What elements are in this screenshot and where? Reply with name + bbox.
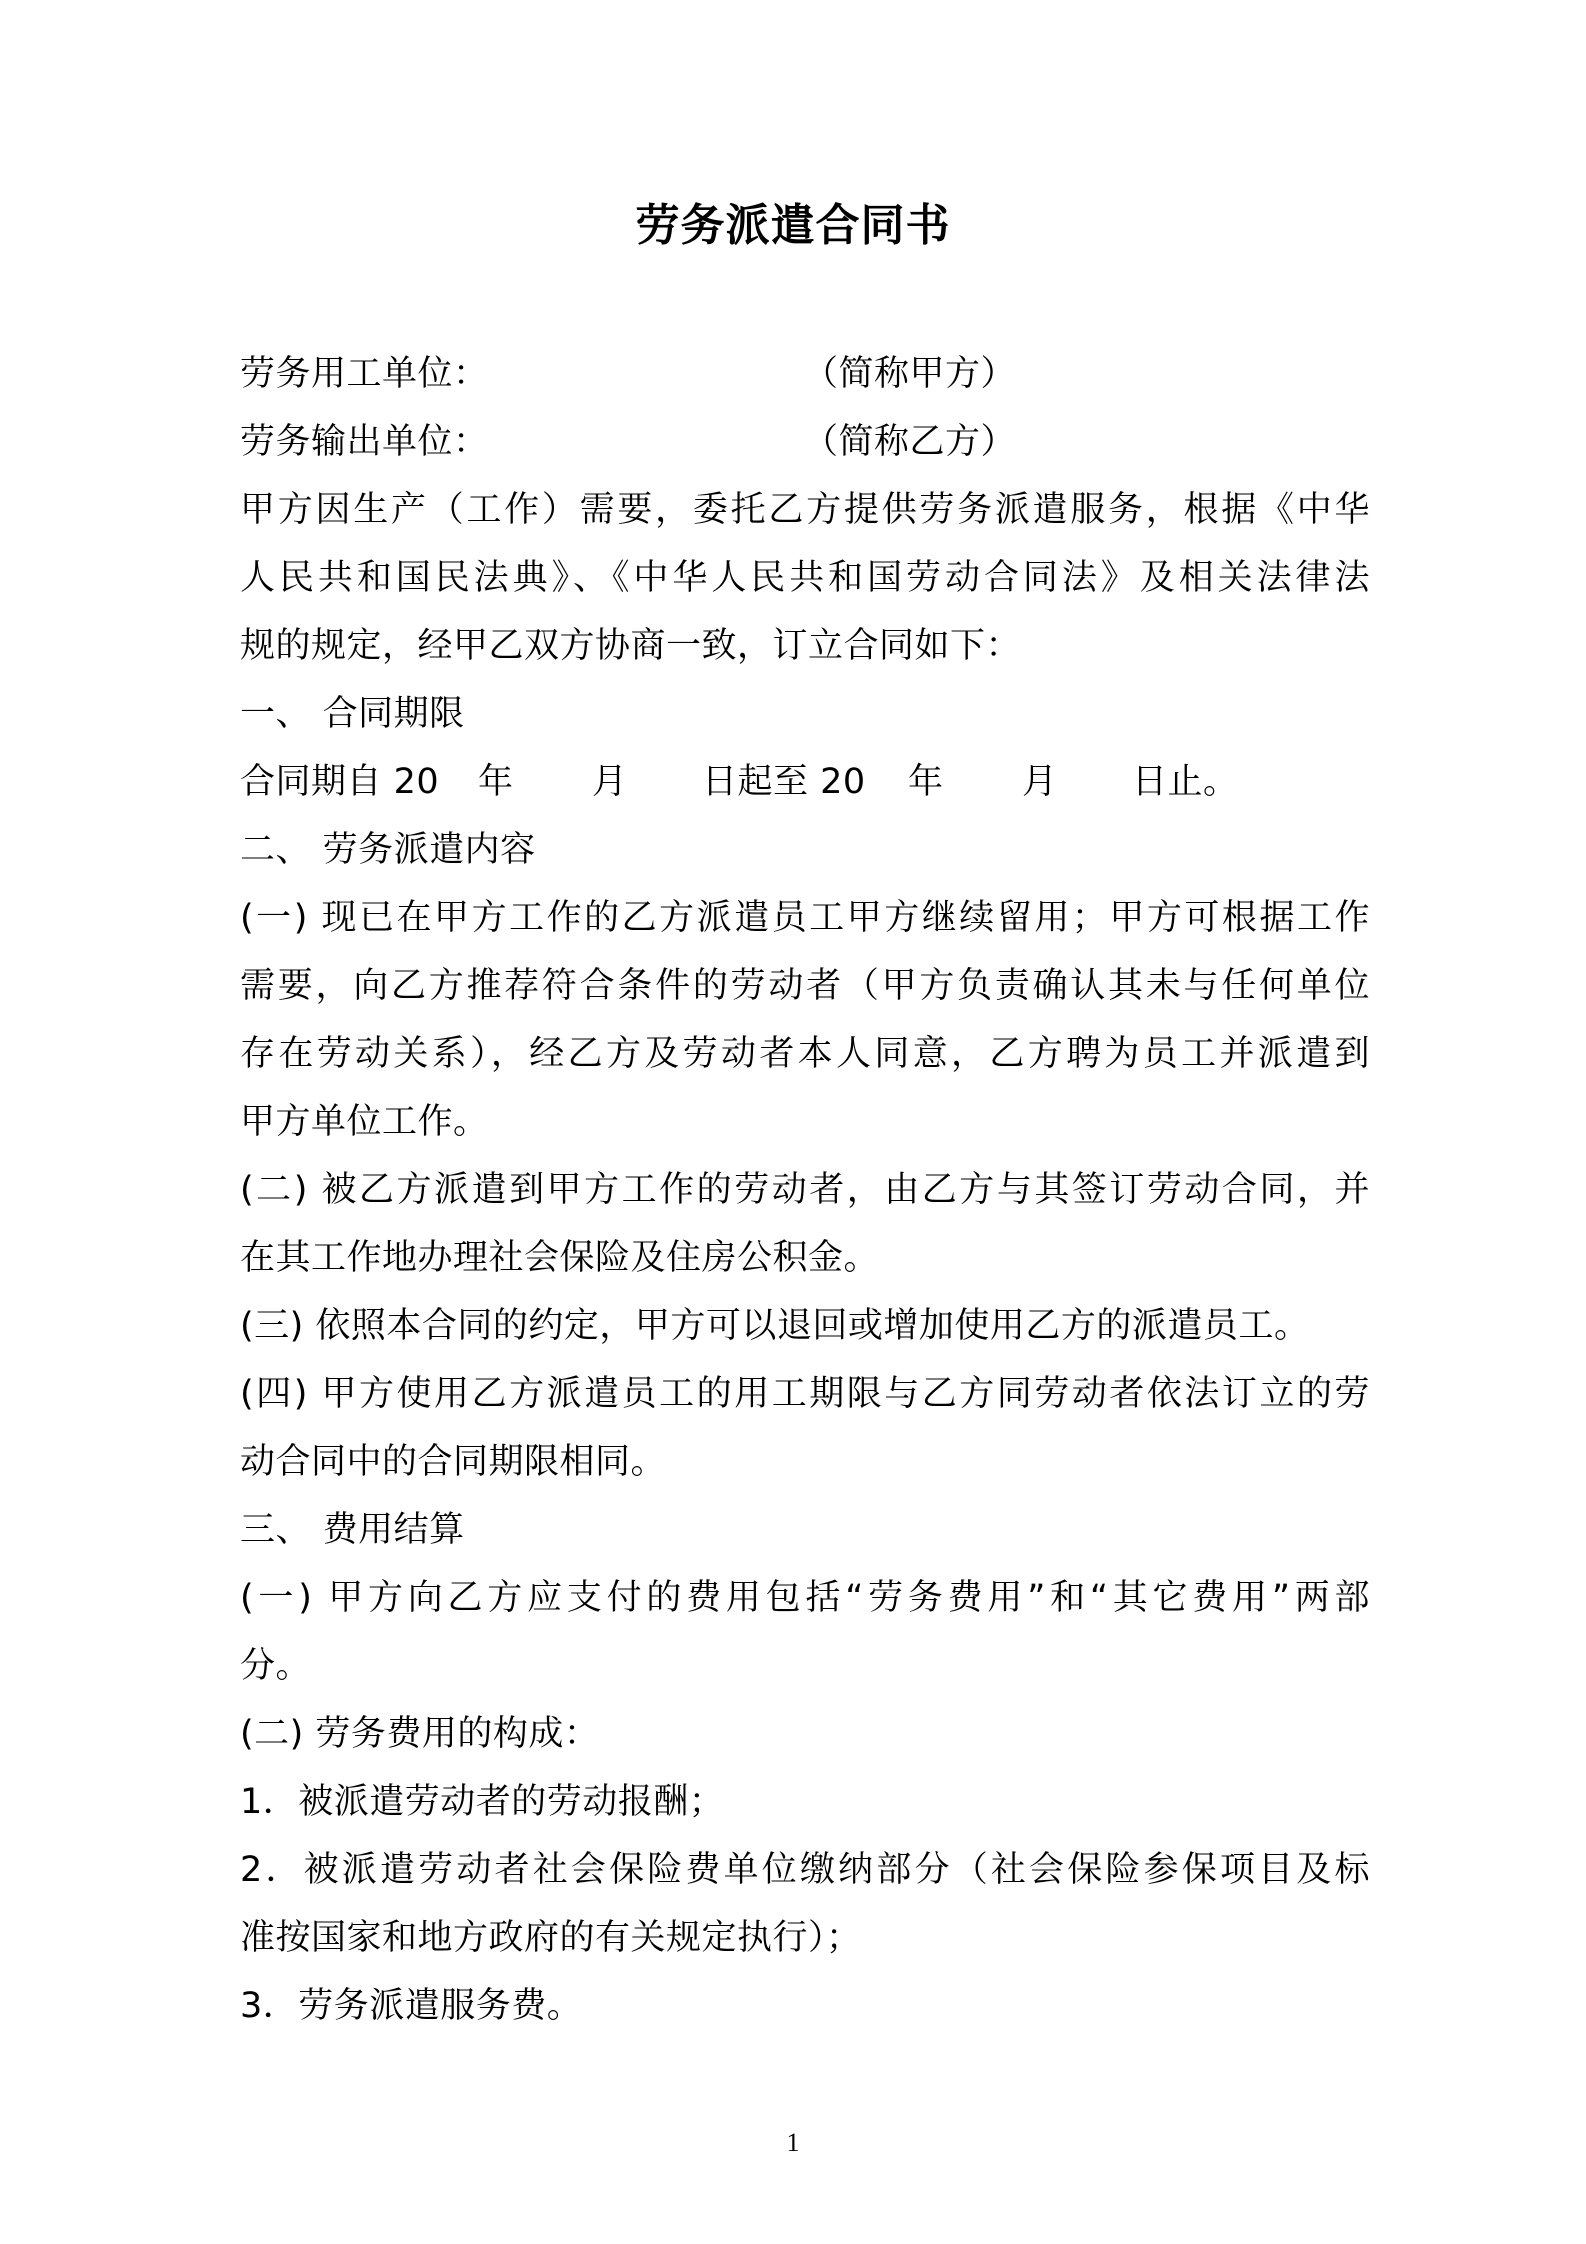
party-b-note: （简称乙方） bbox=[803, 422, 1017, 462]
party-a-row bbox=[240, 340, 1370, 408]
fee-list-item: 3．劳务派遣服务费。 bbox=[240, 1986, 583, 2026]
fee-list-item: 1．被派遣劳动者的劳动报酬； bbox=[240, 1782, 725, 1822]
dispatch-item-2-line: (二) 被乙方派遣到甲方工作的劳动者，由乙方与其签订劳动合同，并 bbox=[240, 1170, 1370, 1210]
dispatch-item-3-line: (三) 依照本合同的约定，甲方可以退回或增加使用乙方的派遣员工。 bbox=[240, 1306, 1310, 1346]
preamble-line: 规的规定，经甲乙双方协商一致，订立合同如下： bbox=[240, 626, 1022, 666]
party-b-label: 劳务输出单位： bbox=[240, 422, 489, 462]
settlement-item-2-line: (二) 劳务费用的构成： bbox=[240, 1714, 600, 1754]
dispatch-item-4-line: 动合同中的合同期限相同。 bbox=[240, 1442, 667, 1482]
settlement-item-1-line: 分。 bbox=[240, 1646, 312, 1686]
dispatch-item-1-line: (一) 现已在甲方工作的乙方派遣员工甲方继续留用；甲方可根据工作 bbox=[240, 898, 1370, 938]
page-number: 1 bbox=[786, 2128, 800, 2157]
section-heading-term: 一、 合同期限 bbox=[240, 694, 465, 734]
dispatch-item-1-line: 甲方单位工作。 bbox=[240, 1102, 489, 1142]
party-a-note: （简称甲方） bbox=[803, 354, 1017, 394]
dispatch-item-1-line: 存在劳动关系），经乙方及劳动者本人同意，乙方聘为员工并派遣到 bbox=[240, 1034, 1370, 1074]
term-year-1: 年 bbox=[478, 762, 514, 802]
document-title: 劳务派遣合同书 bbox=[635, 200, 951, 251]
dispatch-item-4-line: (四) 甲方使用乙方派遣员工的用工期限与乙方同劳动者依法订立的劳 bbox=[240, 1374, 1370, 1414]
term-year-2: 年 bbox=[908, 762, 944, 802]
dispatch-item-1-line: 需要，向乙方推荐符合条件的劳动者（甲方负责确认其未与任何单位 bbox=[240, 966, 1370, 1006]
fee-list-item: 准按国家和地方政府的有关规定执行）； bbox=[240, 1918, 862, 1958]
settlement-item-1-line: (一) 甲方向乙方应支付的费用包括“劳务费用”和“其它费用”两部 bbox=[240, 1578, 1370, 1618]
term-day-to: 日起至 20 bbox=[702, 762, 866, 802]
contract-term-line bbox=[240, 748, 1370, 816]
term-month-1: 月 bbox=[592, 762, 628, 802]
term-month-2: 月 bbox=[1022, 762, 1058, 802]
party-a-label: 劳务用工单位： bbox=[240, 354, 489, 394]
fee-list-item: 2．被派遣劳动者社会保险费单位缴纳部分（社会保险参保项目及标 bbox=[240, 1850, 1370, 1890]
term-end: 日止。 bbox=[1132, 762, 1239, 802]
document-body bbox=[240, 340, 1370, 2040]
party-b-row bbox=[240, 408, 1370, 476]
preamble-line: 人民共和国民法典》、《中华人民共和国劳动合同法》及相关法律法 bbox=[240, 558, 1370, 598]
section-heading-dispatch: 二、 劳务派遣内容 bbox=[240, 830, 536, 870]
preamble-line: 甲方因生产（工作）需要，委托乙方提供劳务派遣服务，根据《中华 bbox=[240, 490, 1370, 530]
dispatch-item-2-line: 在其工作地办理社会保险及住房公积金。 bbox=[240, 1238, 880, 1278]
section-heading-settlement: 三、 费用结算 bbox=[240, 1510, 465, 1550]
term-prefix: 合同期自 20 bbox=[240, 762, 440, 802]
